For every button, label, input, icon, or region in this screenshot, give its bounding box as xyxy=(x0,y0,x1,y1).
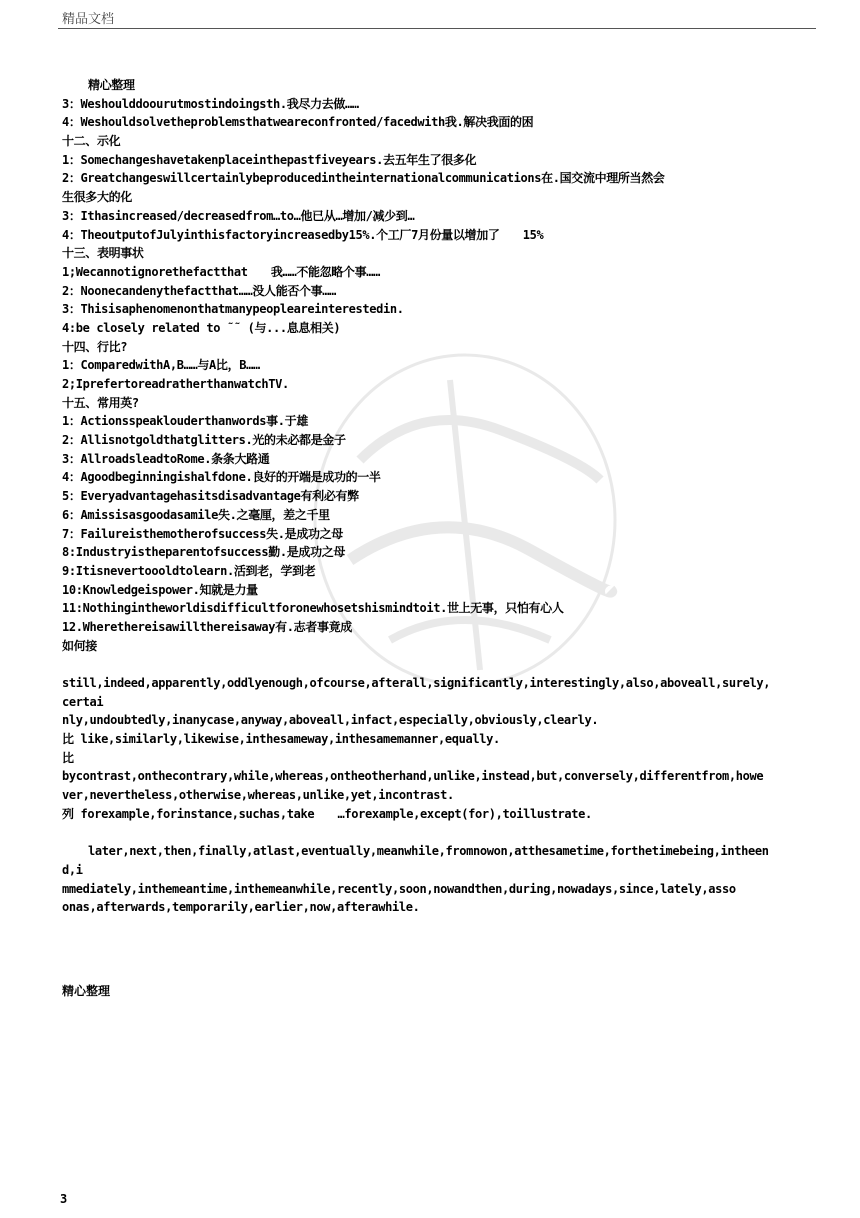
text-line: bycontrast,onthecontrary,while,whereas,ontheotherhand,unlike,instead,but,conversely,differentfrom,howe xyxy=(62,769,764,784)
text-line: 3：Thisisaphenomenonthatmanypeopleareinterestedin. xyxy=(62,302,404,317)
text-line: 4:be closely related to ˜˜ (与...息息相关) xyxy=(62,320,341,335)
text-line: certai xyxy=(62,694,104,709)
section-heading: 如何接 xyxy=(62,638,97,653)
text-line: onas,afterwards,temporarily,earlier,now,afterawhile. xyxy=(62,900,420,915)
text-line: 4：Agoodbeginningishalfdone.良好的开端是成功的一半 xyxy=(62,470,381,485)
text-line: 3：Weshoulddoourutmostindoingsth.我尽力去做…… xyxy=(62,96,359,111)
text-line: mmediately,inthemeantime,inthemeanwhile,recently,soon,nowandthen,during,nowadays,since,lately,asso xyxy=(62,881,736,896)
text-line: 8:Industryistheparentofsuccess勤.是成功之母 xyxy=(62,545,346,560)
text-line: 比 xyxy=(62,750,74,765)
text-line: later,next,then,finally,atlast,eventually,meanwhile,fromnowon,atthesametime,forthetimebeing,intheen xyxy=(88,844,769,859)
section-heading: 十二、示化 xyxy=(62,134,121,149)
text-line: 12.Wherethereisawillthereisaway有.志者事竟成 xyxy=(62,619,352,634)
text-line: 2：Greatchangeswillcertainlybeproducedintheinternationalcommunications在.国交流中理所当然会 xyxy=(62,171,665,186)
footer-label: 精心整理 xyxy=(62,984,111,998)
text-line: 1：Actionsspeaklouderthanwords事.于雄 xyxy=(62,414,308,429)
text-line: 4：TheoutputofJulyinthisfactoryincreasedby15%.个工厂7月份量以增加了 15% xyxy=(62,227,544,242)
text-line: 列 forexample,forinstance,suchas,take …forexample,except(for),toillustrate. xyxy=(62,806,592,821)
text-line: 5：Everyadvantagehasitsdisadvantage有利必有弊 xyxy=(62,489,359,504)
text-line: 7：Failureisthemotherofsuccess失.是成功之母 xyxy=(62,526,343,541)
text-line: 4：Weshouldsolvetheproblemsthatweareconfronted/facedwith我.解决我面的困 xyxy=(62,115,534,130)
text-line: 10:Knowledgeispower.知就是力量 xyxy=(62,582,258,597)
text-line: 11:Nothingintheworldisdifficultforonewhosetshismindtoit.世上无事，只怕有心人 xyxy=(62,601,564,616)
spacer xyxy=(62,824,810,843)
text-line: 1：Somechangeshavetakenplaceinthepastfiveyears.去五年生了很多化 xyxy=(62,152,477,167)
text-line: still,indeed,apparently,oddlyenough,ofcourse,afterall,significantly,interestingly,also,aboveall,surely, xyxy=(62,676,771,690)
text-line: d,i xyxy=(62,862,83,877)
text-line: 生很多大的化 xyxy=(62,190,132,205)
spacer xyxy=(62,655,810,674)
header-rule xyxy=(58,28,816,29)
text-line: 2：Noonecandenythefactthat……没人能否个事…… xyxy=(62,283,337,298)
text-line: 3：AllroadsleadtoRome.条条大路通 xyxy=(62,451,270,466)
text-line: nly,undoubtedly,inanycase,anyway,aboveall,infact,especially,obviously,clearly. xyxy=(62,713,599,728)
section-heading: 十三、表明事状 xyxy=(62,246,144,261)
section-heading: 十四、行比? xyxy=(62,339,128,354)
text-line: 1：ComparedwithA,B……与A比，B…… xyxy=(62,358,260,373)
section-heading: 十五、常用英? xyxy=(62,395,139,410)
page-number: 3 xyxy=(60,1192,68,1206)
header-title: 精品文档 xyxy=(62,12,115,27)
text-line: 1;Wecannotignorethefactthat 我……不能忽略个事…… xyxy=(62,264,380,279)
top-label: 精心整理 xyxy=(88,78,135,92)
text-line: 2：Allisnotgoldthatglitters.光的未必都是金子 xyxy=(62,433,346,448)
text-line: ver,nevertheless,otherwise,whereas,unlike,yet,incontrast. xyxy=(62,788,454,803)
text-line: 3：Ithasincreased/decreasedfrom…to…他已从…增加/减少到… xyxy=(62,208,415,223)
text-line: 比 like,similarly,likewise,inthesameway,inthesamemanner,equally. xyxy=(62,732,500,747)
text-line: 6：Amissisasgoodasamile失.之毫厘，差之千里 xyxy=(62,507,330,522)
text-line: 9:Itisnevertoooldtolearn.活到老，学到老 xyxy=(62,563,316,578)
document-body xyxy=(62,76,810,917)
text-line: 2;IprefertoreadratherthanwatchTV. xyxy=(62,377,289,391)
